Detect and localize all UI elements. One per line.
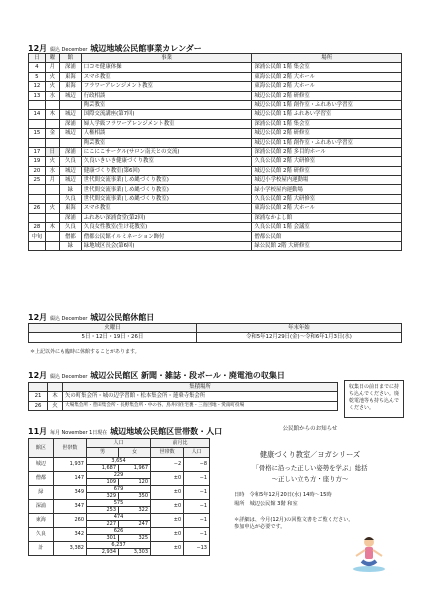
population-row: 城辺 1,937 3,654 −2 −8: [29, 457, 210, 464]
recycle-title: 12月 綴込 December 城辺公民館区 新聞・雑誌・段ボール・廃電池の収集日: [28, 371, 285, 380]
calendar-header: 日: [29, 54, 46, 63]
holiday-title: 12月 綴込 December 城辺公民館休館日: [28, 313, 155, 322]
population-row: 緑 349 679 ±0 −1: [29, 485, 210, 492]
notice-subtitle: 「骨格に沿った正しい姿勢を学ぶ」総括: [252, 464, 368, 472]
calendar-row: 中旬 僧都 僧都公民館イルミネーション飾付 僧都公民館: [29, 232, 402, 241]
notice-title: 健康づくり教室／ヨガシリーズ: [259, 450, 361, 459]
calendar-row: 15 金 城辺 人権相談 城辺公民館 2階 研修室: [29, 129, 402, 138]
population-row: 僧都 147 229 ±0 −1: [29, 471, 210, 478]
recycle-note-box: 収集日の前日までに持ち込んでください。廃乾電池等も持ち込んでください。: [344, 380, 404, 418]
population-row-sub: 253 322: [29, 506, 210, 513]
recycle-table: [28, 382, 338, 411]
notice-place: 場所 城辺公民館 3階 和室: [234, 501, 298, 507]
population-row: 計 3,382 6,237 ±0 −13: [29, 541, 210, 548]
holiday-table: [28, 323, 402, 343]
population-row-sub: 1,687 1,967: [29, 464, 210, 471]
calendar-row: 緑 世代間交流事業(しめ縄づくり教室) 緑小学校屋内運動場: [29, 185, 402, 194]
population-row-sub: 109 120: [29, 478, 210, 485]
notice-subtitle-2: ～正しい立ち方・座り方～: [271, 475, 349, 483]
calendar-row: 深浦 婦人学級フラワーアレンジメント教室 深浦公民館 1階 集会室: [29, 119, 402, 128]
notice-panel: [222, 422, 398, 584]
notice-memo: ＊詳細は、今月(12月)の回覧文書をご覧ください。参加申込が必要です。: [234, 517, 354, 530]
population-row-sub: 227 247: [29, 520, 210, 527]
calendar-row: 14 木 城辺 国際交流講座(第7回) 城辺公民館 1階 ふれあい学習室: [29, 110, 402, 119]
recycle-row: 21 木 矢の町集会所・城の辺学習館・松本集会所・蓮乗寺集会所: [29, 392, 338, 401]
population-table: 館区 世帯数 人口 前月比 男 女 世帯数 人口 城辺 1,937 3,654 −2 −8 1,687 1,967 僧都 147 229 ±0 −1 109 120 緑 349 679 ±0 −1 329 350 深浦 347 575 ±0 −1 253 322 東海 260 474 ±0 −1 227 247 久良 342 626 ±0 −1 301 325 計 3,382 6,237 ±0 −13 2,934 3,303: [28, 438, 210, 556]
calendar-header: 曜: [45, 54, 59, 63]
population-row-sub: 301 325: [29, 534, 210, 541]
holiday-note: ＊上記以外にも臨時に休館することがあります。: [30, 349, 140, 355]
calendar-row: 28 木 久良 久良女性教室(生け花教室) 久良公民館 1階 会議室: [29, 223, 402, 232]
calendar-row: 26 火 東海 スマホ教室 東海公民館 2階 大ホール: [29, 204, 402, 213]
calendar-row: 緑 緑地域区長会(第6回) 緑公民館 2階 大研修室: [29, 241, 402, 250]
calendar-header: 場所: [252, 54, 402, 63]
calendar-header: 館: [59, 54, 81, 63]
population-row: 深浦 347 575 ±0 −1: [29, 499, 210, 506]
calendar-table: [28, 53, 402, 251]
population-title: 11月 毎月 November 1日現在 城辺地域公民館区世帯数・人口: [28, 427, 223, 436]
calendar-row: 深浦 ふれあい深浦食堂(第2回) 深浦なかよし館: [29, 213, 402, 222]
calendar-row: 5 火 東海 スマホ教室 東海公民館 2階 大ホール: [29, 72, 402, 81]
calendar-header: 事業: [81, 54, 252, 63]
calendar-row: 12 火 東海 フラワーアレンジメント教室 東海公民館 2階 大ホール: [29, 82, 402, 91]
calendar-row: 陶芸教室 城辺公民館 1階 創作室・ふれあい学習室: [29, 100, 402, 109]
population-row-sub: 2,934 3,303: [29, 548, 210, 555]
calendar-row: 陶芸教室 城辺公民館 1階 創作室・ふれあい学習室: [29, 138, 402, 147]
population-row: 久良 342 626 ±0 −1: [29, 527, 210, 534]
holiday-header-newyear: 年末年始: [196, 324, 401, 333]
notice-heading: 公民館からのお知らせ: [282, 426, 338, 432]
holiday-newyear: 令和5年12月29日(金)～令和6年1月3日(水): [196, 333, 401, 342]
calendar-row: 久良 世代間交流事業(しめ縄づくり教室) 久良公民館 2階 大研修室: [29, 194, 402, 203]
yoga-figure-icon: [352, 534, 386, 574]
holiday-tuesdays: 5日・12日・19日・26日: [29, 333, 197, 342]
population-row: 東海 260 474 ±0 −1: [29, 513, 210, 520]
calendar-row: 17 日 深浦 にこにこサークル(サロン南天との交流) 深浦公民館 2階 多目的ホール: [29, 147, 402, 156]
notice-date: 日時 令和5年12月20日(水) 14時～15時: [234, 492, 332, 498]
calendar-title: 12月 綴込 December 城辺地域公民館事業カレンダー: [28, 44, 202, 53]
calendar-row: 4 月 深浦 口コモ健康体操 深浦公民館 1階 集会室: [29, 63, 402, 72]
calendar-row: 19 火 久良 久良いきいき健康づくり教室 久良公民館 2階 大研修室: [29, 157, 402, 166]
population-row-sub: 329 350: [29, 492, 210, 499]
calendar-row: 20 水 城辺 健康づくり教室(第6回) 城辺公民館 2階 研修室: [29, 166, 402, 175]
calendar-row: 25 月 城辺 世代間交流事業(しめ縄づくり教室) 城辺小学校屋内運動場: [29, 176, 402, 185]
recycle-header: 集積場所: [63, 383, 338, 392]
recycle-row: 26 火 大場集会所・豊田集会所・長野集会所・中の谷、鳥井同住宅裏・三島団地・愛南町役場: [29, 401, 338, 410]
calendar-row: 13 水 城辺 行政相談 城辺公民館 2階 研修室: [29, 91, 402, 100]
holiday-header-tuesday: 火曜日: [29, 324, 197, 333]
